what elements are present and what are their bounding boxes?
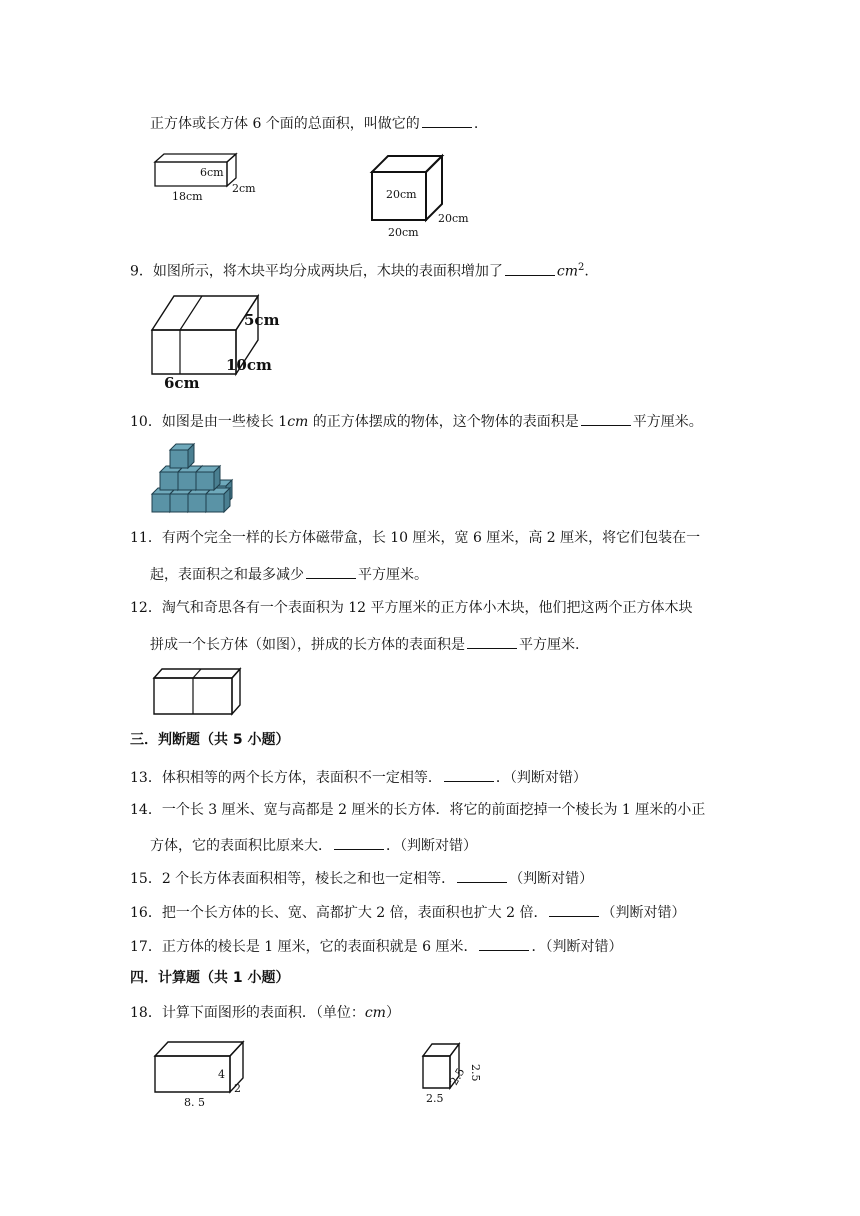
fig-a-label-width: 2cm: [232, 182, 256, 195]
question-intro: 正方体或长方体 6 个面的总面积，叫做它的 .: [150, 112, 478, 134]
section-4-heading: 四．计算题（共 1 小题）: [130, 970, 290, 986]
answer-blank[interactable]: [467, 633, 517, 649]
answer-blank[interactable]: [457, 867, 507, 883]
fig18b-label-height: 2.5: [469, 1064, 482, 1082]
answer-blank[interactable]: [479, 935, 529, 951]
figure-cuboid-a: [150, 150, 260, 210]
fig9-label-width: 6cm: [164, 374, 200, 392]
question-13: 13．体积相等的两个长方体，表面积不一定相等． ．（判断对错）: [130, 766, 587, 788]
question-11-line-1: 11．有两个完全一样的长方体磁带盒，长 10 厘米，宽 6 厘米，高 2 厘米，将它们包装在一: [130, 530, 701, 546]
answer-blank[interactable]: [549, 901, 599, 917]
figure-cuboid-18a: [150, 1036, 250, 1108]
question-16: 16．把一个长方体的长、宽、高都扩大 2 倍，表面积也扩大 2 倍． （判断对错）: [130, 901, 685, 923]
answer-blank[interactable]: [444, 766, 494, 782]
question-9: 9．如图所示，将木块平均分成两块后，木块的表面积增加了 $cm^2$.: [130, 258, 589, 282]
answer-blank[interactable]: [334, 834, 384, 850]
answer-blank[interactable]: [306, 563, 356, 579]
fig18a-label-width: 2: [234, 1082, 241, 1095]
question-18: 18．计算下面图形的表面积．（单位：cm）: [130, 1005, 400, 1021]
fig18b-label-depth: 2.5: [447, 1065, 468, 1088]
question-11-line-2: 起，表面积之和最多减少 平方厘米。: [150, 563, 428, 585]
question-12-line-2: 拼成一个长方体（如图），拼成的长方体的表面积是 平方厘米.: [150, 633, 579, 655]
fig9-label-height: 5cm: [244, 311, 280, 329]
fig-b-label-bottom: 20cm: [388, 226, 419, 239]
question-14-line-2: 方体，它的表面积比原来大． ．（判断对错）: [150, 834, 477, 856]
fig-a-label-height: 6cm: [200, 166, 224, 179]
fig18a-label-height: 4: [218, 1068, 225, 1081]
figure-cube-18b: [418, 1036, 488, 1108]
fig-b-label-front: 20cm: [386, 188, 417, 201]
question-10: 10．如图是由一些棱长 1cm 的正方体摆成的物体，这个物体的表面积是 平方厘米。: [130, 410, 703, 432]
figure-stacked-cubes: [146, 440, 242, 514]
question-15: 15．2 个长方体表面积相等，棱长之和也一定相等． （判断对错）: [130, 867, 593, 889]
answer-blank[interactable]: [505, 260, 555, 276]
answer-blank[interactable]: [581, 410, 631, 426]
fig9-label-length: 10cm: [226, 356, 272, 374]
answer-blank[interactable]: [422, 112, 472, 128]
question-12-line-1: 12．淘气和奇思各有一个表面积为 12 平方厘米的正方体小木块，他们把这两个正方体木块: [130, 600, 693, 616]
figure-cube-b: [362, 146, 474, 242]
question-14-line-1: 14．一个长 3 厘米、宽与高都是 2 厘米的长方体．将它的前面挖掉一个棱长为 1 厘米的小正: [130, 802, 706, 818]
fig-a-label-length: 18cm: [172, 190, 203, 203]
question-17: 17．正方体的棱长是 1 厘米，它的表面积就是 6 厘米． ．（判断对错）: [130, 935, 622, 957]
figure-two-cubes: [148, 666, 248, 718]
fig18a-label-length: 8. 5: [184, 1096, 205, 1108]
figure-wood-block: [144, 292, 294, 394]
section-3-heading: 三．判断题（共 5 小题）: [130, 732, 290, 748]
fig-b-label-side: 20cm: [438, 212, 469, 225]
fig18b-label-length: 2.5: [426, 1092, 444, 1105]
